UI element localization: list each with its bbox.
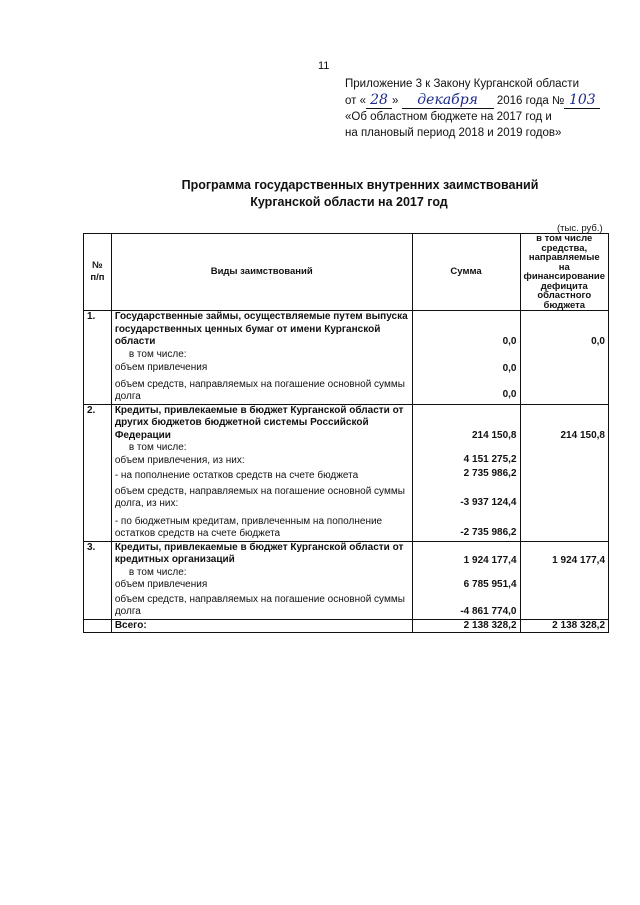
total-sum: 2 138 328,2 <box>412 619 520 633</box>
row-deficit <box>520 541 609 619</box>
sub-label: в том числе: <box>128 442 187 453</box>
item-label: объем средств, направляемых на погашение основной суммы долга, из них: <box>114 485 405 509</box>
table-row <box>84 404 609 541</box>
item-label: объем привлечения, из них: <box>114 454 245 466</box>
item-label: объем средств, направляемых на погашение основной суммы долга <box>114 593 405 617</box>
section-deficit: 214 150,8 <box>560 429 605 441</box>
annex-date-line <box>345 92 600 109</box>
item-label: объем средств, направляемых на погашение основной суммы долга <box>114 378 405 402</box>
section-sum: 1 924 177,4 <box>463 554 517 566</box>
section-deficit: 1 924 177,4 <box>552 554 605 566</box>
header-sum: Сумма <box>412 234 520 311</box>
date-prefix: от « <box>345 95 367 107</box>
section-title: Кредиты, привлекаемые в бюджет Курганской области от других бюджетов бюджетной системы Российской Федерации <box>114 404 404 441</box>
item-label: объем привлечения <box>114 579 208 590</box>
row-kind <box>111 311 412 405</box>
annex-line-3: «Об областном бюджете на 2017 год и <box>345 111 552 123</box>
annex-line-4: на плановый период 2018 и 2019 годов» <box>345 127 562 139</box>
total-deficit: 2 138 328,2 <box>520 619 609 633</box>
row-num: 3. <box>84 541 112 619</box>
units-label: (тыс. руб.) <box>557 223 603 234</box>
item-sum: 2 735 986,2 <box>463 467 517 479</box>
row-num: 2. <box>84 404 112 541</box>
section-title: Кредиты, привлекаемые в бюджет Курганской области от кредитных организаций <box>114 541 404 565</box>
title-line-2: Курганской области на 2017 год <box>250 195 448 209</box>
item-sum: 0,0 <box>502 362 517 374</box>
date-year: 2016 года № <box>496 95 565 107</box>
total-num-cell <box>84 619 112 633</box>
table-row <box>84 541 609 619</box>
item-sum: -2 735 986,2 <box>460 526 517 538</box>
header-deficit: в том числе средства, направляемые на финансирование дефицита областного бюджета <box>520 234 609 311</box>
annex-line-1: Приложение 3 к Закону Курганской области <box>345 78 579 90</box>
row-kind <box>111 541 412 619</box>
item-sum: -4 861 774,0 <box>460 605 517 617</box>
item-label: объем привлечения <box>114 362 208 373</box>
item-sum: -3 937 124,4 <box>460 497 517 508</box>
table-header-row <box>84 234 609 311</box>
row-deficit <box>520 404 609 541</box>
sub-label: в том числе: <box>128 566 187 578</box>
item-sum: 0,0 <box>502 389 517 400</box>
row-deficit <box>520 311 609 405</box>
item-label: - по бюджетным кредитам, привлеченным на пополнение остатков средств на счете бюджета <box>114 515 383 539</box>
item-sum: 6 785 951,4 <box>463 579 517 590</box>
section-sum: 214 150,8 <box>472 429 517 441</box>
annex-header <box>345 76 600 141</box>
section-deficit: 0,0 <box>591 336 605 347</box>
table-row <box>84 311 609 405</box>
header-num: № п/п <box>84 234 112 311</box>
sub-label: в том числе: <box>128 348 187 360</box>
item-label: - на пополнение остатков средств на счете бюджета <box>114 470 359 481</box>
borrowing-table <box>83 233 609 633</box>
section-sum: 0,0 <box>502 336 517 347</box>
page-number: 11 <box>318 60 330 72</box>
date-day: 28 <box>366 92 392 109</box>
row-num: 1. <box>84 311 112 405</box>
header-kind: Виды заимствований <box>111 234 412 311</box>
row-sum <box>412 404 520 541</box>
title-line-1: Программа государственных внутренних заимствований <box>181 178 539 192</box>
total-label: Всего: <box>111 619 412 633</box>
row-sum <box>412 311 520 405</box>
date-mid: » <box>392 95 399 107</box>
total-row <box>84 619 609 633</box>
date-month: декабря <box>402 92 494 109</box>
item-sum: 4 151 275,2 <box>463 454 517 465</box>
section-title: Государственные займы, осуществляемые путем выпуска государственных ценных бумаг от имени Курганской области <box>114 311 408 347</box>
row-kind <box>111 404 412 541</box>
row-sum <box>412 541 520 619</box>
document-title <box>0 177 640 211</box>
law-number: 103 <box>564 92 600 109</box>
